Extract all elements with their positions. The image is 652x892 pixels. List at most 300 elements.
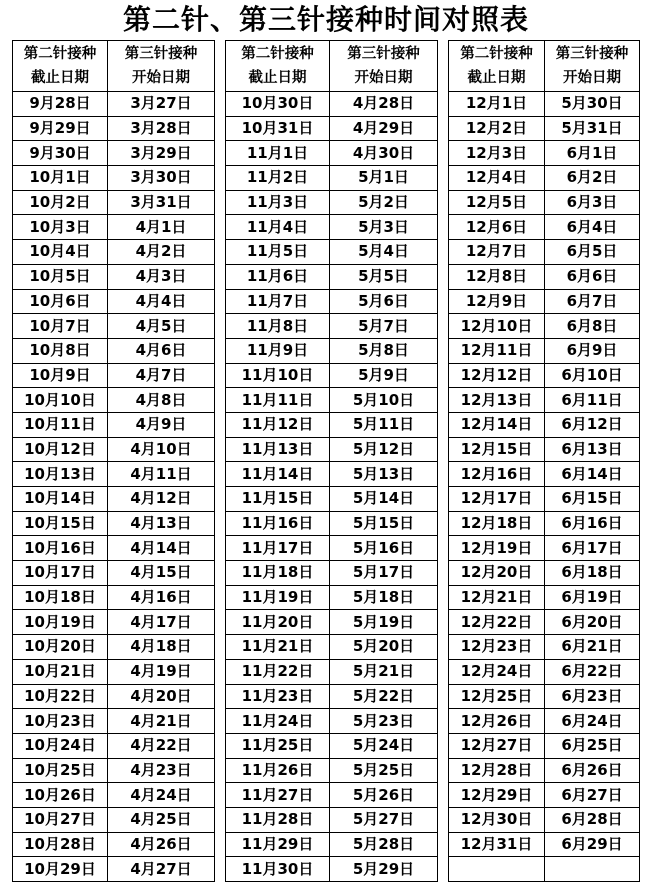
column-gap	[215, 190, 226, 215]
table-row	[13, 511, 640, 536]
cell-second-dose-deadline: 11月27日	[226, 783, 330, 808]
cell-second-dose-deadline: 10月10日	[13, 388, 108, 413]
cell-second-dose-deadline: 12月9日	[449, 289, 545, 314]
cell-third-dose-start: 5月5日	[330, 264, 438, 289]
cell-third-dose-start: 5月7日	[330, 314, 438, 339]
table-row	[13, 487, 640, 512]
cell-third-dose-start: 6月9日	[545, 338, 640, 363]
column-gap	[215, 857, 226, 882]
column-gap	[438, 511, 449, 536]
column-gap	[438, 635, 449, 660]
column-gap	[438, 412, 449, 437]
header-row	[13, 41, 640, 92]
table-row	[13, 610, 640, 635]
column-gap	[215, 709, 226, 734]
cell-third-dose-start: 3月30日	[108, 166, 215, 191]
cell-second-dose-deadline: 11月29日	[226, 832, 330, 857]
column-gap	[215, 412, 226, 437]
cell-second-dose-deadline: 9月28日	[13, 92, 108, 117]
cell-second-dose-deadline: 11月20日	[226, 610, 330, 635]
cell-second-dose-deadline: 11月16日	[226, 511, 330, 536]
column-gap	[215, 733, 226, 758]
cell-third-dose-start: 5月30日	[545, 92, 640, 117]
column-gap	[215, 684, 226, 709]
column-gap	[438, 487, 449, 512]
cell-second-dose-deadline: 10月7日	[13, 314, 108, 339]
cell-second-dose-deadline: 11月11日	[226, 388, 330, 413]
cell-second-dose-deadline: 10月30日	[226, 92, 330, 117]
column-gap	[215, 659, 226, 684]
cell-second-dose-deadline: 11月8日	[226, 314, 330, 339]
cell-third-dose-start: 5月23日	[330, 709, 438, 734]
cell-third-dose-start: 5月19日	[330, 610, 438, 635]
cell-second-dose-deadline: 10月12日	[13, 437, 108, 462]
column-gap	[215, 807, 226, 832]
table-row	[13, 807, 640, 832]
column-gap	[215, 585, 226, 610]
cell-second-dose-deadline: 10月11日	[13, 412, 108, 437]
table-row	[13, 264, 640, 289]
table-row	[13, 536, 640, 561]
cell-second-dose-deadline: 10月9日	[13, 363, 108, 388]
table-row	[13, 314, 640, 339]
cell-third-dose-start: 4月5日	[108, 314, 215, 339]
cell-second-dose-deadline: 10月29日	[13, 857, 108, 882]
cell-second-dose-deadline: 12月31日	[449, 832, 545, 857]
cell-third-dose-start: 6月26日	[545, 758, 640, 783]
cell-third-dose-start: 4月14日	[108, 536, 215, 561]
cell-third-dose-start: 4月4日	[108, 289, 215, 314]
cell-second-dose-deadline: 11月13日	[226, 437, 330, 462]
cell-second-dose-deadline: 12月13日	[449, 388, 545, 413]
cell-second-dose-deadline: 10月20日	[13, 635, 108, 660]
cell-third-dose-start: 5月12日	[330, 437, 438, 462]
cell-third-dose-start: 4月27日	[108, 857, 215, 882]
cell-third-dose-start: 5月29日	[330, 857, 438, 882]
table-row	[13, 733, 640, 758]
column-gap	[215, 635, 226, 660]
cell-third-dose-start: 6月8日	[545, 314, 640, 339]
column-gap	[438, 338, 449, 363]
cell-third-dose-start: 4月16日	[108, 585, 215, 610]
table-row	[13, 116, 640, 141]
column-gap	[215, 561, 226, 586]
column-gap	[438, 659, 449, 684]
table-row	[13, 190, 640, 215]
cell-second-dose-deadline: 11月2日	[226, 166, 330, 191]
cell-second-dose-deadline: 12月15日	[449, 437, 545, 462]
table-row	[13, 758, 640, 783]
cell-third-dose-start: 6月10日	[545, 363, 640, 388]
cell-third-dose-start: 4月1日	[108, 215, 215, 240]
cell-third-dose-start: 5月1日	[330, 166, 438, 191]
cell-second-dose-deadline: 10月16日	[13, 536, 108, 561]
cell-second-dose-deadline: 10月3日	[13, 215, 108, 240]
cell-second-dose-deadline: 12月5日	[449, 190, 545, 215]
column-gap	[438, 437, 449, 462]
cell-second-dose-deadline: 10月13日	[13, 462, 108, 487]
table-row	[13, 659, 640, 684]
column-gap	[215, 437, 226, 462]
cell-second-dose-deadline: 12月18日	[449, 511, 545, 536]
column-gap	[438, 733, 449, 758]
cell-second-dose-deadline: 10月25日	[13, 758, 108, 783]
cell-third-dose-start: 5月22日	[330, 684, 438, 709]
column-gap	[215, 832, 226, 857]
cell-second-dose-deadline: 12月19日	[449, 536, 545, 561]
table-row	[13, 363, 640, 388]
cell-third-dose-start: 4月17日	[108, 610, 215, 635]
column-gap	[438, 215, 449, 240]
column-gap	[215, 783, 226, 808]
cell-second-dose-deadline: 10月5日	[13, 264, 108, 289]
cell-third-dose-start: 5月2日	[330, 190, 438, 215]
column-gap	[215, 215, 226, 240]
header-second-dose-deadline: 第二针接种 截止日期	[13, 41, 108, 92]
cell-second-dose-deadline: 11月6日	[226, 264, 330, 289]
cell-third-dose-start: 6月27日	[545, 783, 640, 808]
cell-second-dose-deadline: 12月30日	[449, 807, 545, 832]
cell-third-dose-start: 6月16日	[545, 511, 640, 536]
table-row	[13, 462, 640, 487]
cell-second-dose-deadline: 11月7日	[226, 289, 330, 314]
cell-third-dose-start: 6月24日	[545, 709, 640, 734]
column-gap	[438, 314, 449, 339]
table-row	[13, 388, 640, 413]
cell-third-dose-start: 5月6日	[330, 289, 438, 314]
column-gap	[438, 783, 449, 808]
cell-third-dose-start: 6月17日	[545, 536, 640, 561]
cell-third-dose-start: 5月14日	[330, 487, 438, 512]
table-row	[13, 338, 640, 363]
cell-third-dose-start: 5月8日	[330, 338, 438, 363]
cell-third-dose-start: 5月26日	[330, 783, 438, 808]
column-gap	[215, 363, 226, 388]
cell-third-dose-start: 4月30日	[330, 141, 438, 166]
cell-second-dose-deadline: 11月30日	[226, 857, 330, 882]
cell-third-dose-start: 6月12日	[545, 412, 640, 437]
cell-third-dose-start: 6月5日	[545, 240, 640, 265]
column-gap	[438, 832, 449, 857]
cell-third-dose-start: 4月13日	[108, 511, 215, 536]
cell-second-dose-deadline: 11月23日	[226, 684, 330, 709]
cell-second-dose-deadline: 11月5日	[226, 240, 330, 265]
page-title: 第二针、第三针接种时间对照表	[122, 3, 529, 36]
cell-third-dose-start: 3月27日	[108, 92, 215, 117]
table-row	[13, 857, 640, 882]
cell-second-dose-deadline: 12月6日	[449, 215, 545, 240]
table-row	[13, 684, 640, 709]
cell-third-dose-start: 5月10日	[330, 388, 438, 413]
cell-third-dose-start: 4月8日	[108, 388, 215, 413]
cell-second-dose-deadline: 12月25日	[449, 684, 545, 709]
cell-second-dose-deadline: 12月26日	[449, 709, 545, 734]
cell-third-dose-start: 6月29日	[545, 832, 640, 857]
column-gap	[438, 857, 449, 882]
cell-second-dose-deadline: 11月22日	[226, 659, 330, 684]
cell-second-dose-deadline: 12月14日	[449, 412, 545, 437]
cell-third-dose-start: 4月28日	[330, 92, 438, 117]
cell-third-dose-start: 6月2日	[545, 166, 640, 191]
column-gap	[215, 141, 226, 166]
cell-second-dose-deadline: 12月4日	[449, 166, 545, 191]
column-gap	[215, 289, 226, 314]
column-gap	[438, 610, 449, 635]
column-gap	[438, 116, 449, 141]
column-gap	[438, 190, 449, 215]
cell-second-dose-deadline: 10月31日	[226, 116, 330, 141]
cell-third-dose-start: 4月21日	[108, 709, 215, 734]
cell-third-dose-start: 6月15日	[545, 487, 640, 512]
cell-third-dose-start: 6月3日	[545, 190, 640, 215]
cell-second-dose-deadline: 11月18日	[226, 561, 330, 586]
table-row	[13, 783, 640, 808]
cell-second-dose-deadline: 12月1日	[449, 92, 545, 117]
cell-second-dose-deadline: 9月29日	[13, 116, 108, 141]
cell-second-dose-deadline: 12月3日	[449, 141, 545, 166]
table-row	[13, 709, 640, 734]
table-row	[13, 412, 640, 437]
cell-third-dose-start: 4月2日	[108, 240, 215, 265]
column-gap	[215, 116, 226, 141]
column-gap	[438, 141, 449, 166]
header-second-dose-deadline: 第二针接种 截止日期	[449, 41, 545, 92]
cell-third-dose-start: 4月24日	[108, 783, 215, 808]
cell-second-dose-deadline: 10月17日	[13, 561, 108, 586]
cell-third-dose-start: 4月29日	[330, 116, 438, 141]
cell-second-dose-deadline: 10月4日	[13, 240, 108, 265]
table-row	[13, 240, 640, 265]
cell-second-dose-deadline: 11月10日	[226, 363, 330, 388]
column-gap	[438, 807, 449, 832]
cell-third-dose-start: 5月16日	[330, 536, 438, 561]
cell-third-dose-start: 6月22日	[545, 659, 640, 684]
table-row	[13, 215, 640, 240]
cell-second-dose-deadline: 9月30日	[13, 141, 108, 166]
cell-third-dose-start: 5月3日	[330, 215, 438, 240]
cell-third-dose-start: 6月18日	[545, 561, 640, 586]
cell-third-dose-start: 4月22日	[108, 733, 215, 758]
cell-third-dose-start: 5月24日	[330, 733, 438, 758]
cell-third-dose-start: 5月4日	[330, 240, 438, 265]
cell-second-dose-deadline: 12月16日	[449, 462, 545, 487]
cell-second-dose-deadline: 11月14日	[226, 462, 330, 487]
cell-third-dose-start: 6月13日	[545, 437, 640, 462]
column-gap	[215, 240, 226, 265]
table-body	[13, 92, 640, 882]
cell-third-dose-start: 5月17日	[330, 561, 438, 586]
cell-second-dose-deadline: 10月15日	[13, 511, 108, 536]
cell-third-dose-start: 6月21日	[545, 635, 640, 660]
column-gap	[215, 758, 226, 783]
cell-third-dose-start: 6月11日	[545, 388, 640, 413]
cell-second-dose-deadline: 12月11日	[449, 338, 545, 363]
table-row	[13, 832, 640, 857]
column-gap	[215, 511, 226, 536]
column-gap	[215, 264, 226, 289]
cell-second-dose-deadline	[449, 857, 545, 882]
cell-second-dose-deadline: 11月15日	[226, 487, 330, 512]
header-third-dose-start: 第三针接种 开始日期	[108, 41, 215, 92]
table-row	[13, 585, 640, 610]
column-gap	[438, 536, 449, 561]
cell-second-dose-deadline: 11月1日	[226, 141, 330, 166]
cell-second-dose-deadline: 12月10日	[449, 314, 545, 339]
cell-second-dose-deadline: 11月3日	[226, 190, 330, 215]
cell-second-dose-deadline: 10月26日	[13, 783, 108, 808]
column-gap	[438, 264, 449, 289]
cell-third-dose-start: 5月25日	[330, 758, 438, 783]
cell-second-dose-deadline: 10月28日	[13, 832, 108, 857]
cell-second-dose-deadline: 12月8日	[449, 264, 545, 289]
cell-second-dose-deadline: 12月12日	[449, 363, 545, 388]
column-gap	[438, 684, 449, 709]
column-gap	[438, 289, 449, 314]
cell-third-dose-start: 6月1日	[545, 141, 640, 166]
cell-second-dose-deadline: 11月25日	[226, 733, 330, 758]
cell-third-dose-start: 4月19日	[108, 659, 215, 684]
cell-third-dose-start: 4月3日	[108, 264, 215, 289]
table-row	[13, 635, 640, 660]
cell-second-dose-deadline: 10月27日	[13, 807, 108, 832]
cell-second-dose-deadline: 10月6日	[13, 289, 108, 314]
cell-second-dose-deadline: 12月17日	[449, 487, 545, 512]
cell-third-dose-start: 6月23日	[545, 684, 640, 709]
cell-third-dose-start: 5月27日	[330, 807, 438, 832]
column-gap	[438, 363, 449, 388]
cell-third-dose-start: 5月15日	[330, 511, 438, 536]
column-gap	[215, 166, 226, 191]
header-third-dose-start: 第三针接种 开始日期	[330, 41, 438, 92]
cell-third-dose-start: 6月20日	[545, 610, 640, 635]
cell-third-dose-start: 4月6日	[108, 338, 215, 363]
cell-second-dose-deadline: 12月2日	[449, 116, 545, 141]
table-row	[13, 561, 640, 586]
cell-third-dose-start: 4月23日	[108, 758, 215, 783]
table-row	[13, 141, 640, 166]
cell-third-dose-start: 5月31日	[545, 116, 640, 141]
cell-third-dose-start: 3月29日	[108, 141, 215, 166]
cell-third-dose-start: 4月26日	[108, 832, 215, 857]
cell-second-dose-deadline: 12月24日	[449, 659, 545, 684]
cell-second-dose-deadline: 12月23日	[449, 635, 545, 660]
cell-second-dose-deadline: 12月28日	[449, 758, 545, 783]
cell-second-dose-deadline: 12月27日	[449, 733, 545, 758]
table-row	[13, 437, 640, 462]
cell-third-dose-start: 6月28日	[545, 807, 640, 832]
cell-third-dose-start	[545, 857, 640, 882]
table-row	[13, 92, 640, 117]
cell-third-dose-start: 6月4日	[545, 215, 640, 240]
column-gap	[438, 92, 449, 117]
column-gap	[438, 388, 449, 413]
cell-third-dose-start: 4月15日	[108, 561, 215, 586]
cell-third-dose-start: 5月20日	[330, 635, 438, 660]
cell-third-dose-start: 6月25日	[545, 733, 640, 758]
cell-second-dose-deadline: 12月7日	[449, 240, 545, 265]
header-third-dose-start: 第三针接种 开始日期	[545, 41, 640, 92]
cell-third-dose-start: 4月20日	[108, 684, 215, 709]
column-gap	[215, 487, 226, 512]
column-gap	[438, 240, 449, 265]
cell-second-dose-deadline: 11月24日	[226, 709, 330, 734]
cell-second-dose-deadline: 12月21日	[449, 585, 545, 610]
column-gap	[215, 92, 226, 117]
column-gap	[215, 338, 226, 363]
column-gap	[438, 166, 449, 191]
cell-third-dose-start: 4月18日	[108, 635, 215, 660]
column-gap	[215, 314, 226, 339]
cell-second-dose-deadline: 10月2日	[13, 190, 108, 215]
column-gap	[215, 610, 226, 635]
column-gap	[215, 41, 226, 92]
cell-second-dose-deadline: 10月23日	[13, 709, 108, 734]
column-gap	[438, 462, 449, 487]
cell-third-dose-start: 4月12日	[108, 487, 215, 512]
cell-second-dose-deadline: 11月28日	[226, 807, 330, 832]
column-gap	[438, 585, 449, 610]
cell-third-dose-start: 4月11日	[108, 462, 215, 487]
cell-second-dose-deadline: 12月20日	[449, 561, 545, 586]
cell-second-dose-deadline: 11月9日	[226, 338, 330, 363]
cell-second-dose-deadline: 10月14日	[13, 487, 108, 512]
cell-second-dose-deadline: 10月21日	[13, 659, 108, 684]
cell-third-dose-start: 5月13日	[330, 462, 438, 487]
cell-third-dose-start: 5月9日	[330, 363, 438, 388]
table-row	[13, 289, 640, 314]
cell-third-dose-start: 6月14日	[545, 462, 640, 487]
cell-third-dose-start: 6月19日	[545, 585, 640, 610]
cell-second-dose-deadline: 10月19日	[13, 610, 108, 635]
cell-second-dose-deadline: 12月22日	[449, 610, 545, 635]
cell-third-dose-start: 5月11日	[330, 412, 438, 437]
column-gap	[438, 709, 449, 734]
cell-third-dose-start: 5月21日	[330, 659, 438, 684]
cell-second-dose-deadline: 10月24日	[13, 733, 108, 758]
cell-second-dose-deadline: 11月4日	[226, 215, 330, 240]
cell-second-dose-deadline: 11月21日	[226, 635, 330, 660]
column-gap	[438, 758, 449, 783]
column-gap	[215, 462, 226, 487]
cell-second-dose-deadline: 11月17日	[226, 536, 330, 561]
column-gap	[215, 536, 226, 561]
column-gap	[215, 388, 226, 413]
table-row	[13, 166, 640, 191]
cell-third-dose-start: 5月18日	[330, 585, 438, 610]
cell-second-dose-deadline: 10月1日	[13, 166, 108, 191]
cell-third-dose-start: 3月28日	[108, 116, 215, 141]
cell-second-dose-deadline: 11月19日	[226, 585, 330, 610]
cell-second-dose-deadline: 10月18日	[13, 585, 108, 610]
cell-third-dose-start: 5月28日	[330, 832, 438, 857]
cell-third-dose-start: 4月7日	[108, 363, 215, 388]
cell-second-dose-deadline: 10月8日	[13, 338, 108, 363]
cell-second-dose-deadline: 10月22日	[13, 684, 108, 709]
cell-third-dose-start: 4月10日	[108, 437, 215, 462]
header-second-dose-deadline: 第二针接种 截止日期	[226, 41, 330, 92]
cell-third-dose-start: 4月9日	[108, 412, 215, 437]
cell-third-dose-start: 6月7日	[545, 289, 640, 314]
cell-second-dose-deadline: 11月26日	[226, 758, 330, 783]
cell-third-dose-start: 3月31日	[108, 190, 215, 215]
cell-second-dose-deadline: 11月12日	[226, 412, 330, 437]
vaccination-schedule-table	[12, 40, 640, 882]
cell-third-dose-start: 6月6日	[545, 264, 640, 289]
cell-second-dose-deadline: 12月29日	[449, 783, 545, 808]
column-gap	[438, 561, 449, 586]
column-gap	[438, 41, 449, 92]
cell-third-dose-start: 4月25日	[108, 807, 215, 832]
